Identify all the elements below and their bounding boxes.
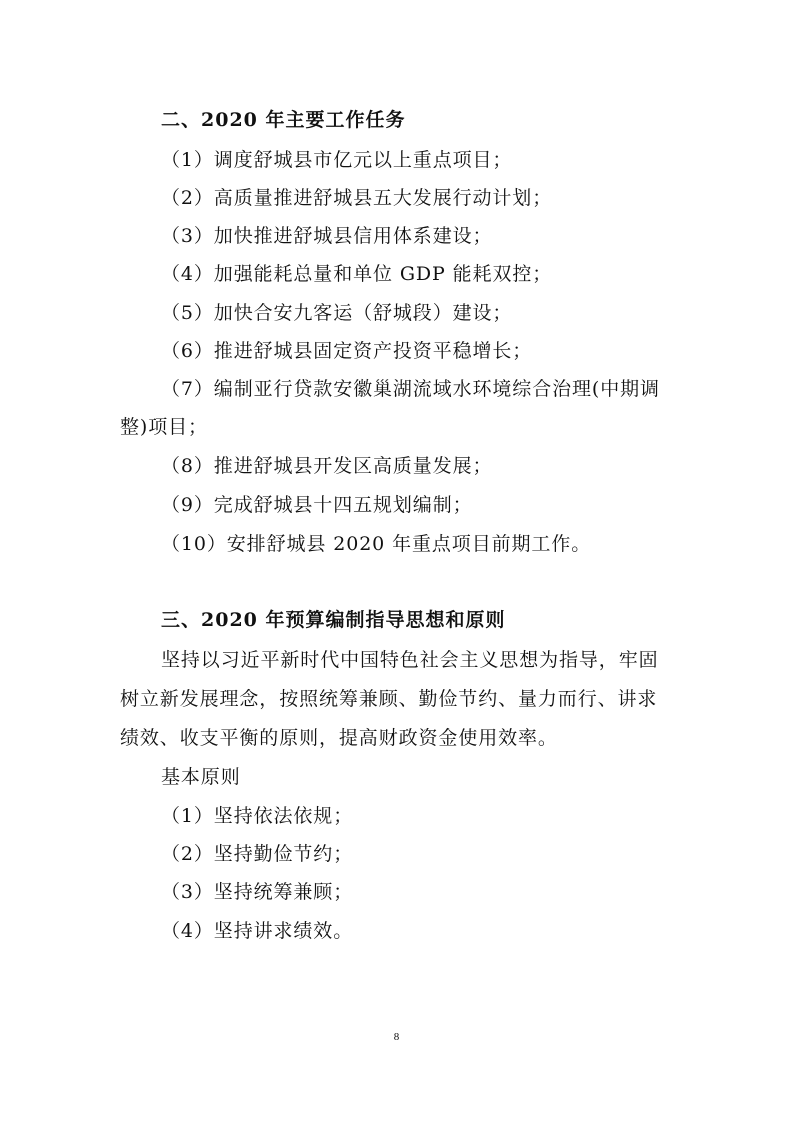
section-2-item-7: （7）编制亚行贷款安徽巢湖流域水环境综合治理(中期调 (161, 378, 660, 400)
section-2-item-7-continued: 整)项目； (120, 416, 208, 438)
section-2-item-3: （3）加快推进舒城县信用体系建设； (161, 225, 493, 247)
section-3-paragraph-line-3: 绩效、收支平衡的原则，提高财政资金使用效率。 (120, 727, 558, 749)
section-2-item-9: （9）完成舒城县十四五规划编制； (161, 494, 473, 516)
principle-item-2: （2）坚持勤俭节约； (161, 843, 354, 865)
section-2-item-5: （5）加快合安九客运（舒城段）建设； (161, 302, 513, 324)
section-2-item-2: （2）高质量推进舒城县五大发展行动计划； (161, 187, 553, 209)
section-2-item-1: （1）调度舒城县市亿元以上重点项目； (161, 149, 513, 171)
principle-item-4: （4）坚持讲求绩效。 (161, 920, 354, 942)
page-number: 8 (393, 1031, 400, 1043)
section-3-paragraph-line-1: 坚持以习近平新时代中国特色社会主义思想为指导，牢固 (161, 649, 659, 671)
section-2-item-10: （10）安排舒城县 2020 年重点项目前期工作。 (161, 533, 592, 555)
principle-item-1: （1）坚持依法依规； (161, 805, 354, 827)
section-2-item-4: （4）加强能耗总量和单位 GDP 能耗双控； (161, 263, 553, 285)
section-3-paragraph-line-2: 树立新发展理念，按照统筹兼顾、勤俭节约、量力而行、讲求 (120, 688, 658, 710)
principles-label: 基本原则 (161, 766, 241, 788)
principle-item-3: （3）坚持统筹兼顾； (161, 881, 354, 903)
section-2-heading: 二、2020 年主要工作任务 (161, 109, 406, 131)
section-2-item-8: （8）推进舒城县开发区高质量发展； (161, 455, 493, 477)
section-2-item-6: （6）推进舒城县固定资产投资平稳增长； (161, 340, 533, 362)
section-3-heading: 三、2020 年预算编制指导思想和原则 (161, 609, 506, 631)
